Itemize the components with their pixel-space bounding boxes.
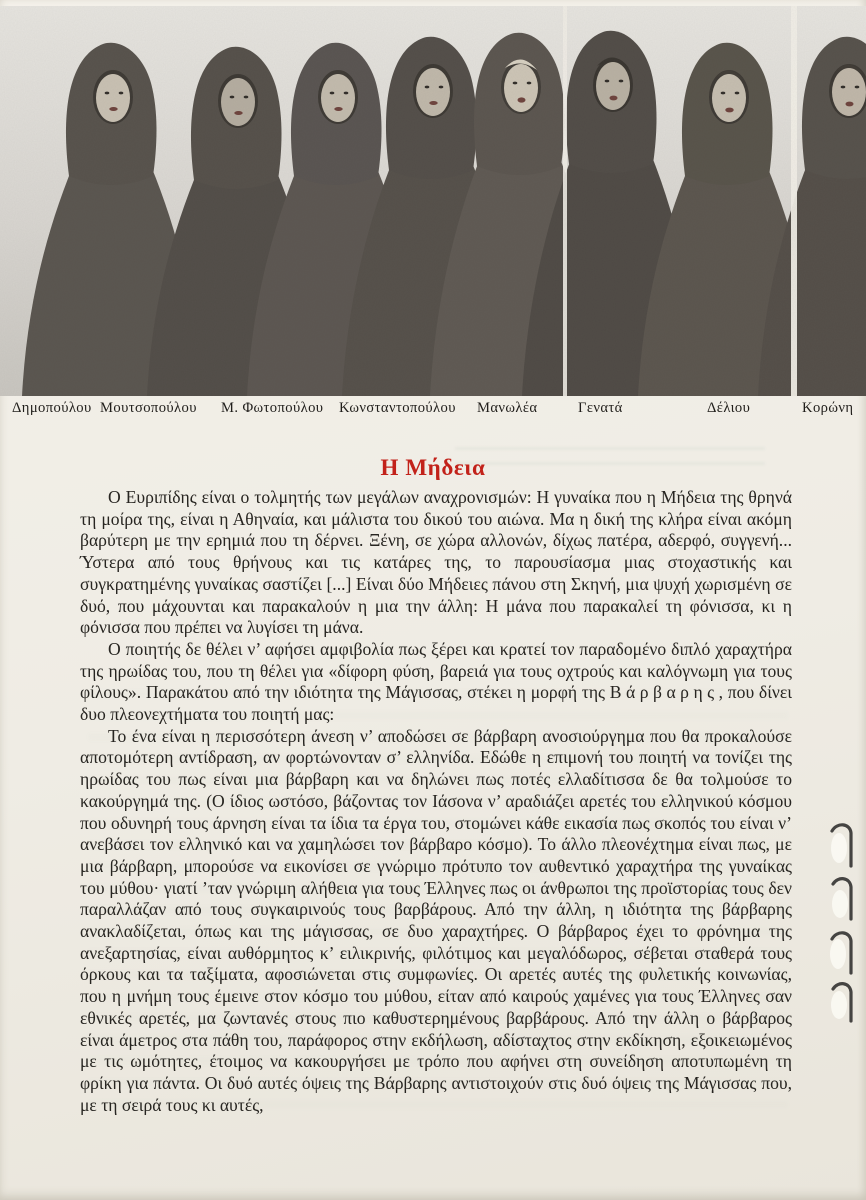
paragraph-2-lead: Ο ποιητής δε θέλει ν’ αφήσει αμφιβολία πως ξέρει και κρατεί τον παραδομένο διπλό χαραχτήρα της ηρωίδας του, που τη θέλει για «δίφορη φύση, βαρειά για τους οχτρούς και καλόγνωμη για τους φίλους». Παρακάτου από την ιδιότητα της Μάγισσας, στέκει η μορφή της (80, 638, 792, 703)
binding-wire-icon (828, 979, 860, 1029)
photo-caption (0, 399, 866, 421)
photo-grain (0, 6, 866, 396)
paragraph-1: Ο Ευριπίδης είναι ο τολμητής των μεγάλων αναχρονισμών: Η γυναίκα που η Μήδεια της θρηνά τη μοίρα της, είναι η Αθηναία, και μάλιστα του δικού του αιώνα. Μα η δική της κλήρα είναι ακόμη βαρύτερη με την ερημιά που τη δέρνει. Ξένη, σε χώρα αλλονών, δίχως πατέρα, αδερφό, συγγενή... Ύστερα από τους θρήνους και τις κατάρες της, το παρουσίασμα μιας στοχαστικής και συγκρατημένης γυναίκας σαστίζει [...] Είναι δύο Μήδειες πάνου στη Σκηνή, μια ψυχή χωρισμένη σε δυό, που μάχουνται και παρακαλούν η μια την άλλη: Η μάνα που παρακαλεί τη φόνισσα, κι η φόνισσα που πρέπει να λυγίσει τη μάνα. (80, 487, 792, 638)
caption-name-1: Δημοπούλου (12, 400, 92, 416)
caption-name-8: Κορώνη (802, 400, 854, 416)
caption-name-3: Μ. Φωτοπούλου (221, 400, 324, 416)
binding-wire-icon (828, 927, 860, 977)
essay-text (80, 487, 792, 1116)
paragraph-2-emphasis: Βάρβαρης (609, 682, 719, 703)
caption-name-7: Δέλιου (707, 400, 751, 416)
paragraph-2 (80, 639, 792, 726)
caption-name-2: Μουτσοπούλου (100, 400, 197, 416)
binding-wire-icon (828, 874, 860, 924)
chorus-photograph (0, 6, 866, 396)
page-title: Η Μήδεια (380, 455, 486, 481)
chorus-photo-graphic (0, 6, 866, 396)
caption-name-5: Μανωλέα (477, 400, 538, 416)
caption-name-6: Γενατά (578, 400, 623, 416)
binding-wire-icon (828, 820, 860, 870)
caption-name-4: Κωνσταντοπούλου (339, 400, 456, 416)
paragraph-2-rest: , που δίνει δυο πλεονεχτήματα του ποιητή μας: (80, 682, 793, 725)
paragraph-3: Το ένα είναι η περισσότερη άνεση ν’ αποδώσει σε βάρβαρη ανοσιούργημα που θα προκαλούσε αποτομότερη αντίδραση, αν φορτώνονταν σ’ ελληνίδα. Εδώθε η επιμονή του ποιητή να τονίζει της ηρωίδας του πως είναι μια βάρβαρη και να δηλώνει πως ποτές ελλαδίτισσα δε θα τολμούσε το κακούργημά της. (Ο ίδιος ωστόσο, βάζοντας τον Ιάσονα ν’ αραδιάζει αρετές του ελληνικού κόσμου που οδυνηρή τους άρνηση είναι τα ίδια τα έργα του, στομώνει κάθε εικασία πως σκοπός του είναι ν’ ανεβάσει τον ελληνικό και να χαμηλώσει τον βάρβαρο κόσμο). Το άλλο πλεονέχτημα είναι πως, με μια βάρβαρη, μπορούσε να εικονίσει σε γνώριμο πρότυπο τον αυθεντικό χαραχτήρα της γυναίκας του μύθου· γιατί ’ταν γνώριμη αλήθεια για τους Έλληνες πως οι άνθρωποι της προϊστορίας τους δεν παραλλάζαν από τους συγκαιρινούς τους βαρβάρους. Από την άλλη, η ιδιότητα της βάρβαρης ανακλαδίζεται, όπως και της μάγισσας, σε δυο χαραχτήρες. Ο βάρβαρος έχει το φρόνημα της ανεξαρτησίας, είναι αυθόρμητος κ’ ειλικρινής, φιλότιμος και μεγαλόδωρος, σέβεται σταθερά τους όρκους και τα ταξίματα, αφοσιώνεται στις συμφωνίες. Οι αρετές αυτές της φυλετικής κοινωνίας, που η μνήμη τους έμεινε στον κόσμο του μύθου, είταν από καιρούς χαμένες για τους Έλληνες σαν εθνικές αρετές, μα ζωντανές στους πιο καθυστερημένους βαρβάρους. Από την άλλη ο βάρβαρος είναι άμετρος στα πάθη του, παράφορος στην εκδήλωση, αδίσταχτος στην εκδίκηση, εξοικειωμένος με τις ωμότητες, έτοιμος να κακουργήσει με τρόπο που αφήνει στη συνείδηση αποτυπωμένη τη φρίκη για πάντα. Οι δυό αυτές όψεις της Βάρβαρης αντιστοιχούν στις δυό όψεις της Μάγισσας που, με τη σειρά τους κι αυτές, (80, 725, 792, 1115)
